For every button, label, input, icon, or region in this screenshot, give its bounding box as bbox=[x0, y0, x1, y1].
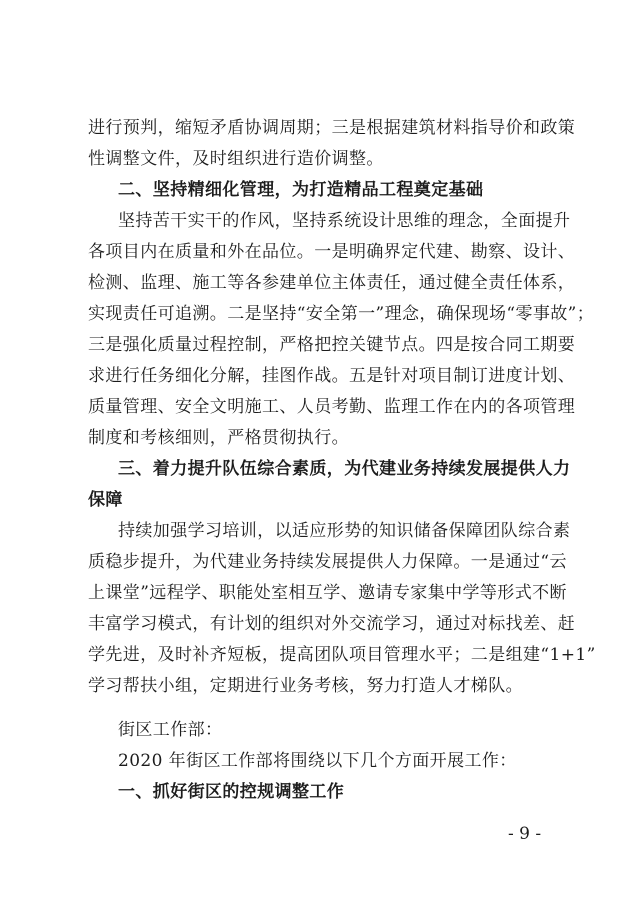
section-heading: 二、坚持精细化管理，为打造精品工程奠定基础 bbox=[118, 180, 484, 200]
department-title: 街区工作部： bbox=[118, 720, 223, 740]
body-text-line: 学先进，及时补齐短板，提高团队项目管理水平；二是组建“1+1” bbox=[88, 645, 596, 665]
section-heading: 三、着力提升队伍综合素质，为代建业务持续发展提供人力 bbox=[118, 459, 571, 479]
body-text-line: 三是强化质量过程控制，严格把控关键节点。四是按合同工期要 bbox=[88, 335, 576, 355]
body-text-line: 各项目内在质量和外在品位。一是明确界定代建、勘察、设计、 bbox=[88, 242, 576, 262]
body-text-line: 制度和考核细则，严格贯彻执行。 bbox=[88, 428, 349, 448]
body-text-line: 进行预判，缩短矛盾协调周期；三是根据建筑材料指导价和政策 bbox=[88, 118, 576, 138]
section-heading-continuation: 保障 bbox=[88, 490, 123, 510]
body-text-line: 实现责任可追溯。二是坚持“安全第一”理念，确保现场“零事故”； bbox=[88, 304, 595, 324]
body-text-line: 坚持苦干实干的作风，坚持系统设计思维的理念，全面提升 bbox=[118, 211, 571, 231]
body-text-line: 2020 年街区工作部将围绕以下几个方面开展工作： bbox=[118, 751, 517, 771]
body-text-line: 学习帮扶小组，定期进行业务考核，努力打造人才梯队。 bbox=[88, 676, 523, 696]
body-text-line: 质量管理、安全文明施工、人员考勤、监理工作在内的各项管理 bbox=[88, 397, 576, 417]
body-text-line: 性调整文件，及时组织进行造价调整。 bbox=[88, 149, 384, 169]
body-text-line: 求进行任务细化分解，挂图作战。五是针对项目制订进度计划、 bbox=[88, 366, 576, 386]
body-text-line: 质稳步提升，为代建业务持续发展提供人力保障。一是通过“云 bbox=[88, 552, 567, 572]
page-number: - 9 - bbox=[508, 824, 542, 844]
body-text-line: 丰富学习模式，有计划的组织对外交流学习，通过对标找差、赶 bbox=[88, 614, 576, 634]
body-text-line: 检测、监理、施工等各参建单位主体责任，通过健全责任体系， bbox=[88, 273, 576, 293]
body-text-line: 持续加强学习培训，以适应形势的知识储备保障团队综合素 bbox=[118, 521, 571, 541]
body-text-line: 上课堂”远程学、职能处室相互学、邀请专家集中学等形式不断 bbox=[88, 583, 567, 603]
section-heading: 一、抓好街区的控规调整工作 bbox=[118, 782, 345, 802]
